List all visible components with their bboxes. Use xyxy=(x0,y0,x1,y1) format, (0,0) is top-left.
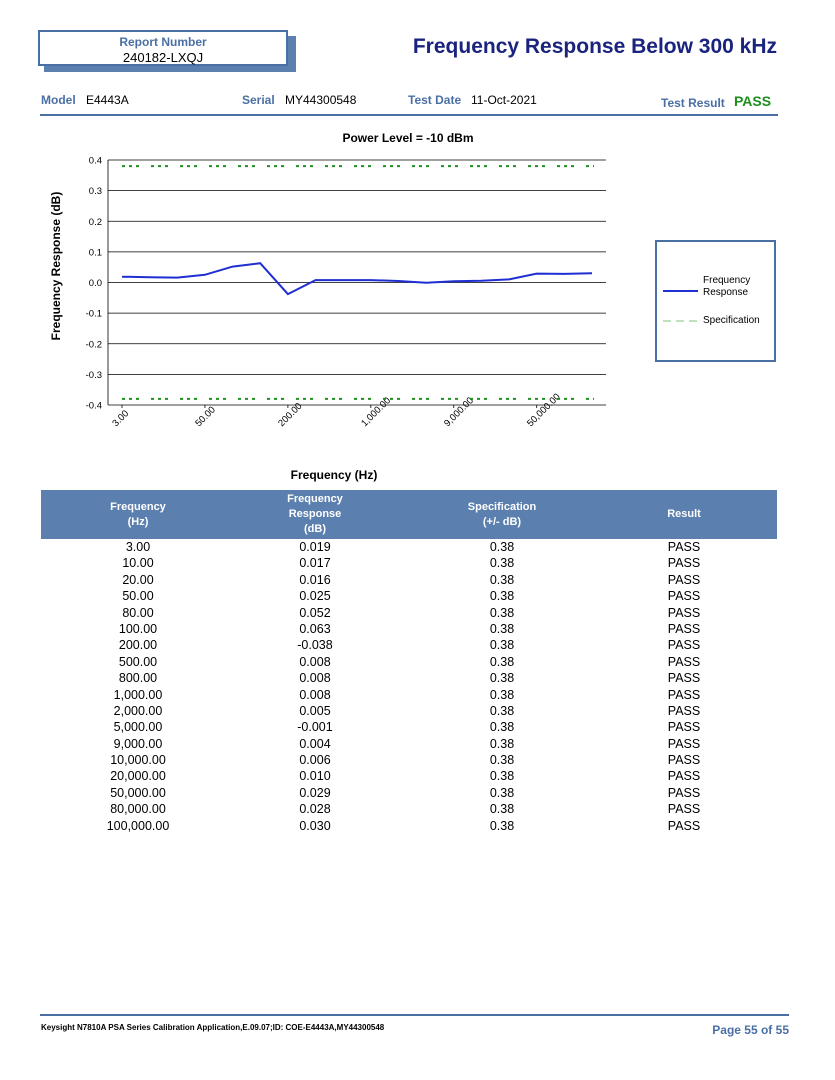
y-tick-label: -0.4 xyxy=(85,400,102,412)
table-cell: 0.008 xyxy=(299,687,331,702)
table-row xyxy=(41,785,777,801)
x-axis-label: Frequency (Hz) xyxy=(290,468,378,482)
table-cell: 100.00 xyxy=(118,621,158,636)
x-tick-label: 3.00 xyxy=(110,408,132,430)
table-cell: 0.004 xyxy=(299,736,331,751)
table-cell: PASS xyxy=(667,605,701,620)
table-row xyxy=(41,654,777,670)
y-tick-label: 0.2 xyxy=(88,216,102,228)
table-cell: 0.025 xyxy=(299,589,331,604)
table-cell: -0.001 xyxy=(297,720,333,735)
table-header-text: Specification xyxy=(467,500,537,513)
table-cell: 0.38 xyxy=(489,638,515,653)
table-row xyxy=(41,687,777,703)
response-line xyxy=(122,263,592,294)
table-row xyxy=(41,572,777,588)
y-tick-label: -0.1 xyxy=(85,308,102,320)
table-cell: 0.38 xyxy=(489,720,515,735)
table-header-text: Frequency xyxy=(287,493,343,505)
legend-response-label: Frequency Response xyxy=(703,275,751,298)
table-cell: PASS xyxy=(667,703,701,718)
results-table xyxy=(41,539,777,834)
serial-value: MY44300548 xyxy=(285,93,357,107)
y-tick-label: -0.2 xyxy=(85,339,102,351)
header-divider xyxy=(40,114,778,116)
table-cell: 0.005 xyxy=(299,703,331,718)
table-cell: 500.00 xyxy=(118,654,158,669)
footer-text: Keysight N7810A PSA Series Calibration Application,E.09.07;ID: COE-E4443A,MY44300548 xyxy=(41,1023,385,1032)
table-header-cell xyxy=(599,490,769,539)
table-row xyxy=(41,555,777,571)
y-tick-label: 0.4 xyxy=(88,155,102,167)
table-cell: 0.008 xyxy=(299,671,331,686)
table-cell: 20,000.00 xyxy=(110,769,166,784)
table-cell: 200.00 xyxy=(118,638,158,653)
table-header-text: Response xyxy=(288,508,342,520)
y-tick-label: -0.3 xyxy=(85,369,102,381)
page-title: Frequency Response Below 300 kHz xyxy=(412,35,777,58)
table-cell: 9,000.00 xyxy=(113,736,163,751)
table-row xyxy=(41,801,777,817)
table-cell: 0.017 xyxy=(299,556,331,571)
table-header xyxy=(41,490,777,539)
table-cell: PASS xyxy=(667,736,701,751)
table-header-cell xyxy=(230,490,400,539)
x-tick-label: 9,000.00 xyxy=(442,395,477,430)
table-row xyxy=(41,818,777,834)
table-cell: 0.38 xyxy=(489,605,515,620)
legend-spec-swatch xyxy=(662,316,702,326)
y-tick-label: 0.3 xyxy=(88,186,102,198)
x-tick-label: 50.00 xyxy=(193,404,218,430)
test-result-value: PASS xyxy=(734,93,772,109)
table-cell: 0.010 xyxy=(299,769,331,784)
footer-divider xyxy=(40,1014,789,1016)
table-header-text: Frequency xyxy=(110,500,166,513)
model-value: E4443A xyxy=(86,93,129,107)
table-cell: PASS xyxy=(667,769,701,784)
table-cell: 50.00 xyxy=(122,589,154,604)
table-cell: PASS xyxy=(667,753,701,768)
table-cell: 0.38 xyxy=(489,654,515,669)
table-row xyxy=(41,605,777,621)
table-cell: 2,000.00 xyxy=(113,703,163,718)
table-cell: 3.00 xyxy=(125,540,151,554)
table-cell: 0.38 xyxy=(489,687,515,702)
table-cell: 0.063 xyxy=(299,621,331,636)
table-row xyxy=(41,719,777,735)
table-header-text: (dB) xyxy=(304,523,326,535)
table-row xyxy=(41,736,777,752)
test-result-label: Test Result xyxy=(661,96,725,110)
table-cell: 0.38 xyxy=(489,736,515,751)
table-row xyxy=(41,703,777,719)
y-axis-ticks xyxy=(86,156,102,412)
table-cell: 10,000.00 xyxy=(110,753,166,768)
table-cell: PASS xyxy=(667,638,701,653)
table-cell: 5,000.00 xyxy=(113,720,163,735)
table-row xyxy=(41,637,777,653)
table-cell: 0.38 xyxy=(489,769,515,784)
response-series xyxy=(122,263,592,294)
legend-spec-label: Specification xyxy=(703,315,760,326)
table-header-text: Result xyxy=(667,508,701,520)
report-number-value: 240182-LXQJ xyxy=(122,50,204,65)
test-date-label: Test Date xyxy=(408,93,462,107)
table-cell: 0.38 xyxy=(489,572,515,587)
model-label: Model xyxy=(41,93,76,107)
table-cell: 0.38 xyxy=(489,671,515,686)
y-tick-label: 0.1 xyxy=(88,247,102,259)
x-axis-ticks xyxy=(110,391,562,429)
table-cell: 0.38 xyxy=(489,753,515,768)
table-header-text: (Hz) xyxy=(127,515,149,528)
table-cell: PASS xyxy=(667,540,701,554)
table-cell: 0.38 xyxy=(489,802,515,817)
table-cell: 100,000.00 xyxy=(106,818,170,833)
table-cell: PASS xyxy=(667,572,701,587)
page-number: Page 55 of 55 xyxy=(712,1023,789,1037)
table-cell: 0.38 xyxy=(489,621,515,636)
table-cell: 0.008 xyxy=(299,654,331,669)
table-cell: PASS xyxy=(667,802,701,817)
table-header-text: (+/- dB) xyxy=(482,515,522,528)
table-header-cell xyxy=(417,490,587,539)
table-cell: 0.052 xyxy=(299,605,331,620)
table-row xyxy=(41,621,777,637)
table-cell: 0.029 xyxy=(299,785,331,800)
table-row xyxy=(41,752,777,768)
chart-legend xyxy=(655,240,776,362)
serial-label: Serial xyxy=(242,93,275,107)
legend-response-swatch xyxy=(662,286,702,296)
table-cell: 0.38 xyxy=(489,703,515,718)
x-tick-label: 1,000.00 xyxy=(359,395,394,430)
test-date-value: 11-Oct-2021 xyxy=(471,93,537,107)
table-cell: 0.019 xyxy=(299,540,331,554)
table-header-cell xyxy=(53,490,223,539)
table-row xyxy=(41,768,777,784)
table-cell: 1,000.00 xyxy=(113,687,163,702)
chart-title: Power Level = -10 dBm xyxy=(342,131,474,145)
table-cell: PASS xyxy=(667,818,701,833)
table-cell: 0.016 xyxy=(299,572,331,587)
table-cell: 50,000.00 xyxy=(110,785,166,800)
table-cell: 0.38 xyxy=(489,540,515,554)
report-number-label: Report Number xyxy=(119,35,207,49)
table-cell: PASS xyxy=(667,556,701,571)
table-cell: 80,000.00 xyxy=(110,802,166,817)
table-cell: PASS xyxy=(667,654,701,669)
table-cell: 20.00 xyxy=(122,572,154,587)
x-tick-label: 200.00 xyxy=(276,400,305,430)
table-cell: PASS xyxy=(667,589,701,604)
table-cell: 0.006 xyxy=(299,753,331,768)
y-tick-label: 0.0 xyxy=(88,278,102,289)
table-cell: PASS xyxy=(667,687,701,702)
table-cell: 0.38 xyxy=(489,556,515,571)
table-cell: PASS xyxy=(667,720,701,735)
y-axis-label: Frequency Response (dB) xyxy=(49,191,63,341)
table-cell: 10.00 xyxy=(122,556,154,571)
table-cell: 80.00 xyxy=(122,605,154,620)
table-cell: PASS xyxy=(667,671,701,686)
table-cell: PASS xyxy=(667,621,701,636)
table-cell: 0.030 xyxy=(299,818,331,833)
report-number-box xyxy=(38,30,288,66)
table-row xyxy=(41,588,777,604)
table-cell: 0.38 xyxy=(489,589,515,604)
x-tick-label: 50,000.00 xyxy=(525,391,563,430)
table-cell: PASS xyxy=(667,785,701,800)
table-cell: -0.038 xyxy=(297,638,333,653)
table-cell: 0.38 xyxy=(489,818,515,833)
table-row xyxy=(41,670,777,686)
table-cell: 0.38 xyxy=(489,785,515,800)
chart-grid xyxy=(108,160,606,405)
table-cell: 800.00 xyxy=(118,671,158,686)
table-row xyxy=(41,539,777,555)
table-cell: 0.028 xyxy=(299,802,331,817)
